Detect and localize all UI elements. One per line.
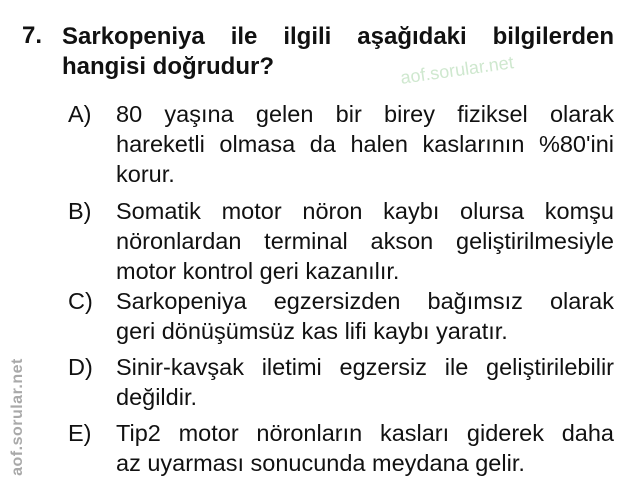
option-line: motor kontrol geri kazanılır. bbox=[116, 258, 400, 284]
option-line: Somatik motor nöron kaybı olursa komşu bbox=[116, 198, 614, 224]
option-line: Tip2 motor nöronların kasları giderek daha bbox=[116, 420, 614, 446]
option-line: korur. bbox=[116, 161, 175, 187]
option-line: Sarkopeniya egzersizden bağımsız olarak bbox=[116, 288, 614, 314]
question-line: Sarkopeniya ile ilgili aşağıdaki bilgilerden bbox=[62, 23, 614, 50]
option-letter: C) bbox=[68, 288, 93, 314]
option-line: hareketli olmasa da halen kaslarının %80'ini bbox=[116, 131, 614, 157]
option-line: geri dönüşümsüz kas lifi kaybı yaratır. bbox=[116, 318, 508, 344]
side-watermark: aof.sorular.net bbox=[9, 358, 26, 476]
question-line: hangisi doğrudur? bbox=[62, 53, 274, 80]
option-line: az uyarması sonucunda meydana gelir. bbox=[116, 450, 525, 476]
option-letter: A) bbox=[68, 101, 92, 127]
diagonal-watermark: aof.sorular.net bbox=[399, 52, 515, 88]
option-letter: D) bbox=[68, 354, 93, 380]
option-letter: B) bbox=[68, 198, 92, 224]
option-line: 80 yaşına gelen bir birey fiziksel olarak bbox=[116, 101, 614, 127]
option-letter: E) bbox=[68, 420, 92, 446]
question-text bbox=[62, 22, 614, 82]
option-line: nöronlardan terminal akson geliştirilmesiyle bbox=[116, 228, 614, 254]
question-number: 7. bbox=[22, 22, 43, 49]
option-line: Sinir-kavşak iletimi egzersiz ile geliştirilebilir bbox=[116, 354, 614, 380]
option-line: değildir. bbox=[116, 384, 197, 410]
